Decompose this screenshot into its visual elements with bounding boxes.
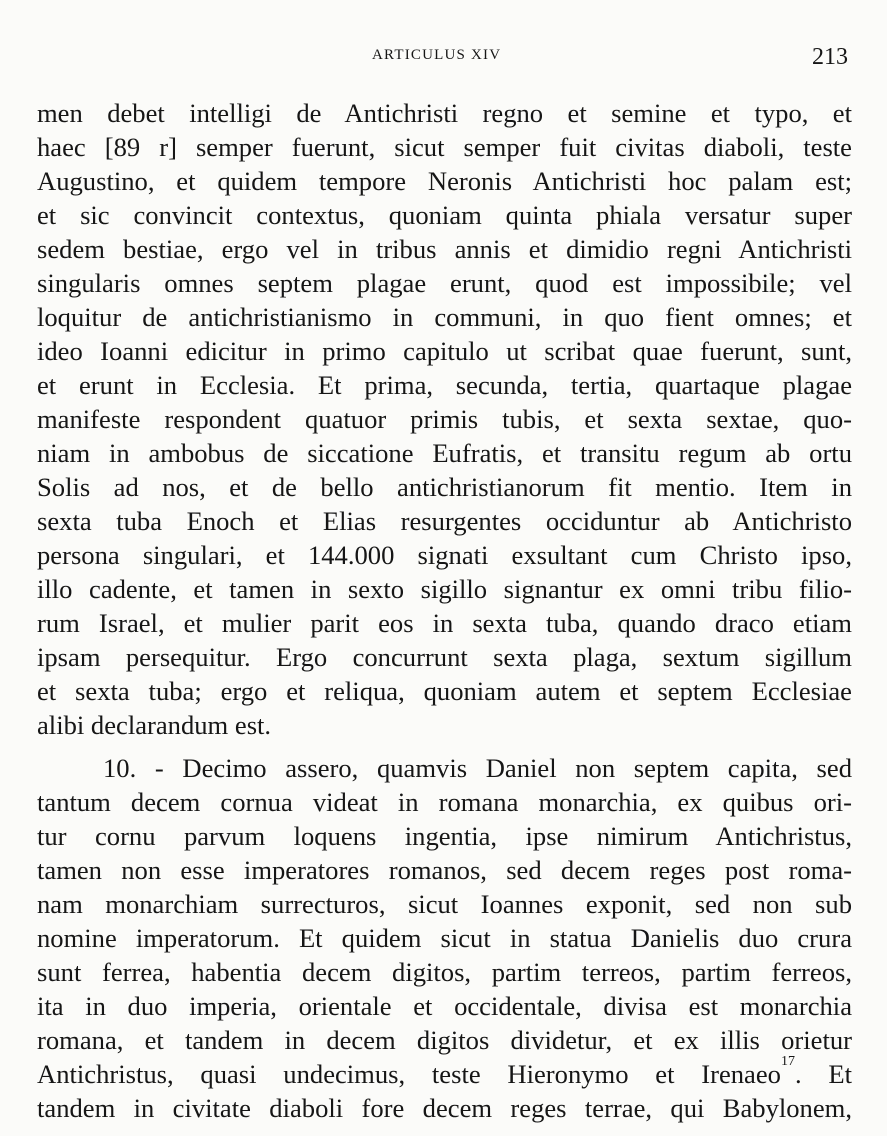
text-line: romana, et tandem in decem digitos dividetur, et ex illis orietur	[37, 1025, 852, 1055]
text-line: sunt ferrea, habentia decem digitos, partim terreos, partim ferreos,	[37, 957, 852, 987]
footnote-marker[interactable]: 17	[780, 1054, 795, 1070]
text-line-with-footnote	[37, 1054, 852, 1091]
running-head	[0, 44, 887, 74]
text-line: niam in ambobus de siccatione Eufratis, et transitu regum ab ortu	[37, 438, 852, 468]
text-line: tur cornu parvum loquens ingentia, ipse nimirum Antichristus,	[37, 821, 852, 851]
text-line: tamen non esse imperatores romanos, sed decem reges post roma-	[37, 855, 852, 885]
text-line: sexta tuba Enoch et Elias resurgentes occiduntur ab Antichristo	[37, 506, 852, 536]
paragraph-continued	[37, 96, 852, 742]
text-line: manifeste respondent quatuor primis tubis, et sexta sextae, quo-	[37, 404, 852, 434]
text-line: sedem bestiae, ergo vel in tribus annis et dimidio regni Antichristi	[37, 234, 852, 264]
text-line: ita in duo imperia, orientale et occidentale, divisa est monarchia	[37, 991, 852, 1021]
text-line: nomine imperatorum. Et quidem sicut in statua Danielis duo crura	[37, 923, 852, 953]
text-line: ipsam persequitur. Ergo concurrunt sexta plaga, sextum sigillum	[37, 642, 852, 672]
text-line: Solis ad nos, et de bello antichristianorum fit mentio. Item in	[37, 472, 852, 502]
text-line: illo cadente, et tamen in sexto sigillo signantur ex omni tribu filio-	[37, 574, 852, 604]
text-line: et erunt in Ecclesia. Et prima, secunda, tertia, quartaque plagae	[37, 370, 852, 400]
text-line: persona singulari, et 144.000 signati exsultant cum Christo ipso,	[37, 540, 852, 570]
text-line: tantum decem cornua videat in romana monarchia, ex quibus ori-	[37, 787, 852, 817]
paragraph-gap	[37, 742, 852, 751]
text-line-segment: . Et	[794, 1059, 852, 1089]
text-line: men debet intelligi de Antichristi regno et semine et typo, et	[37, 98, 852, 128]
text-line: singularis omnes septem plagae erunt, quod est impossibile; vel	[37, 268, 852, 298]
text-line: nam monarchiam surrecturos, sicut Ioannes exponit, sed non sub	[37, 889, 852, 919]
text-line: 10. - Decimo assero, quamvis Daniel non septem capita, sed	[103, 753, 852, 783]
text-line: Augustino, et quidem tempore Neronis Antichristi hoc palam est;	[37, 166, 852, 196]
text-line: tandem in civitate diaboli fore decem reges terrae, qui Babylonem,	[37, 1093, 852, 1123]
text-line: et sexta tuba; ergo et reliqua, quoniam autem et septem Ecclesiae	[37, 676, 852, 706]
text-line: loquitur de antichristianismo in communi, in quo fient omnes; et	[37, 302, 852, 332]
text-line: haec [89 r] semper fuerunt, sicut semper fuit civitas diaboli, teste	[37, 132, 852, 162]
text-line: et sic convincit contextus, quoniam quinta phiala versatur super	[37, 200, 852, 230]
text-line-segment: Antichristus, quasi undecimus, teste Hieronymo et Irenaeo	[37, 1059, 781, 1089]
body-text	[37, 96, 852, 1125]
paragraph-10	[37, 751, 852, 1125]
text-line: rum Israel, et mulier parit eos in sexta tuba, quando draco etiam	[37, 608, 852, 638]
page-number: 213	[812, 44, 848, 70]
running-title: ARTICULUS XIV	[372, 47, 502, 63]
text-line: ideo Ioanni edicitur in primo capitulo ut scribat quae fuerunt, sunt,	[37, 336, 852, 366]
text-line: alibi declarandum est.	[37, 710, 272, 740]
